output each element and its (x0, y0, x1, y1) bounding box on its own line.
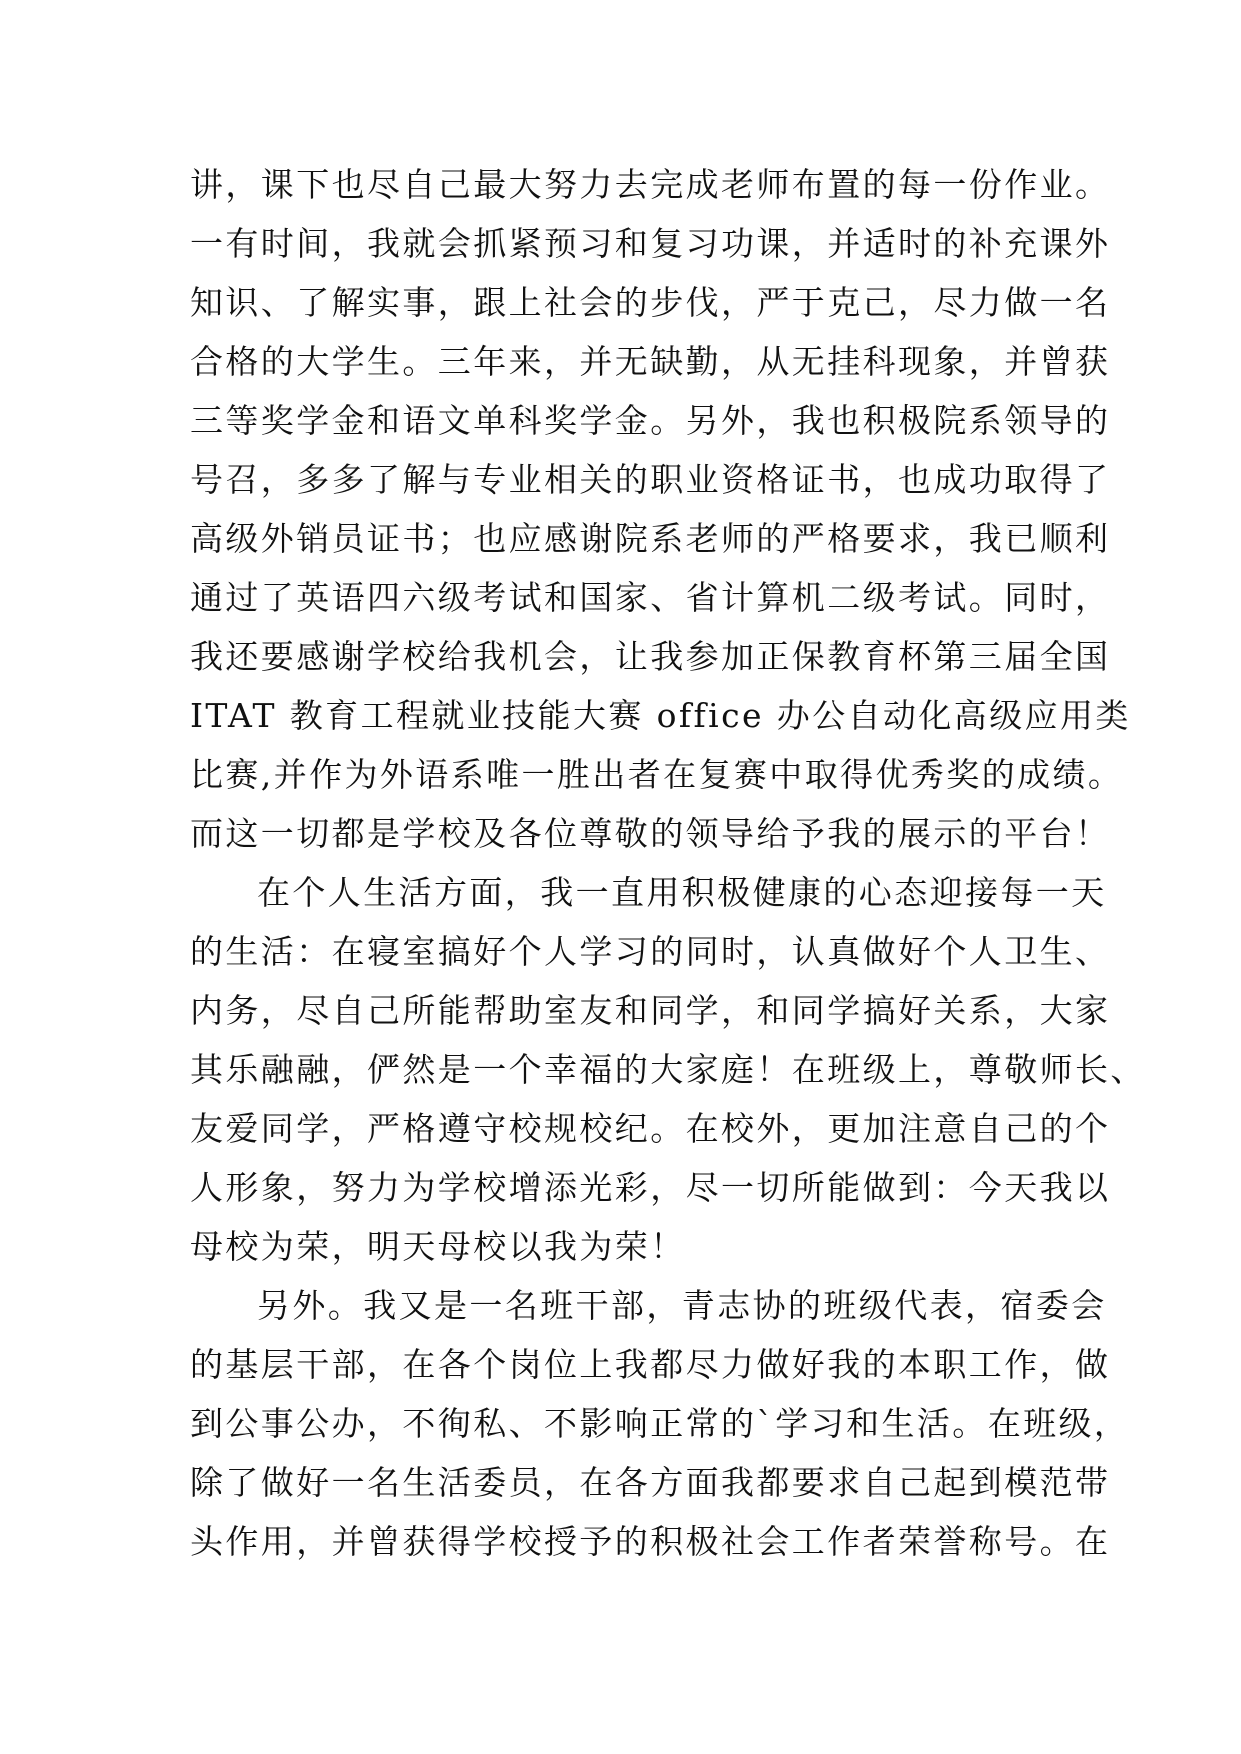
text-line: 比赛,并作为外语系唯一胜出者在复赛中取得优秀奖的成绩。 (190, 755, 1124, 794)
text-line: 除了做好一名生活委员，在各方面我都要求自己起到模范带 (190, 1463, 1111, 1502)
text-line: 高级外销员证书；也应感谢院系老师的严格要求，我已顺利 (190, 519, 1111, 558)
text-line: 而这一切都是学校及各位尊敬的领导给予我的展示的平台！ (190, 814, 1111, 853)
text-line: 内务，尽自己所能帮助室友和同学，和同学搞好关系，大家 (190, 991, 1111, 1030)
text-line: 讲，课下也尽自己最大努力去完成老师布置的每一份作业。 (190, 165, 1111, 204)
text-line: 号召，多多了解与专业相关的职业资格证书，也成功取得了 (190, 460, 1111, 499)
text-line: ITAT 教育工程就业技能大赛 office 办公自动化高级应用类 (190, 696, 1131, 735)
paragraph-first-line: 在个人生活方面，我一直用积极健康的心态迎接每一天 (257, 873, 1107, 912)
text-line: 合格的大学生。三年来，并无缺勤，从无挂科现象，并曾获 (190, 342, 1111, 381)
text-line: 人形象，努力为学校增添光彩，尽一切所能做到：今天我以 (190, 1168, 1111, 1207)
text-line: 我还要感谢学校给我机会，让我参加正保教育杯第三届全国 (190, 637, 1111, 676)
text-line: 三等奖学金和语文单科奖学金。另外，我也积极院系领导的 (190, 401, 1111, 440)
text-line: 一有时间，我就会抓紧预习和复习功课，并适时的补充课外 (190, 224, 1111, 263)
text-line: 的基层干部，在各个岗位上我都尽力做好我的本职工作，做 (190, 1345, 1111, 1384)
text-line: 其乐融融，俨然是一个幸福的大家庭！在班级上，尊敬师长、 (190, 1050, 1146, 1089)
text-line: 到公事公办，不徇私、不影响正常的`学习和生活。在班级， (190, 1404, 1130, 1443)
text-line: 知识、了解实事，跟上社会的步伐，严于克己，尽力做一名 (190, 283, 1111, 322)
text-line: 友爱同学，严格遵守校规校纪。在校外，更加注意自己的个 (190, 1109, 1111, 1148)
text-line: 母校为荣，明天母校以我为荣！ (190, 1227, 686, 1266)
text-line: 头作用，并曾获得学校授予的积极社会工作者荣誉称号。在 (190, 1522, 1111, 1561)
text-line: 通过了英语四六级考试和国家、省计算机二级考试。同时， (190, 578, 1111, 617)
text-line: 的生活：在寝室搞好个人学习的同时，认真做好个人卫生、 (190, 932, 1111, 971)
paragraph-first-line: 另外。我又是一名班干部，青志协的班级代表，宿委会 (257, 1286, 1107, 1325)
